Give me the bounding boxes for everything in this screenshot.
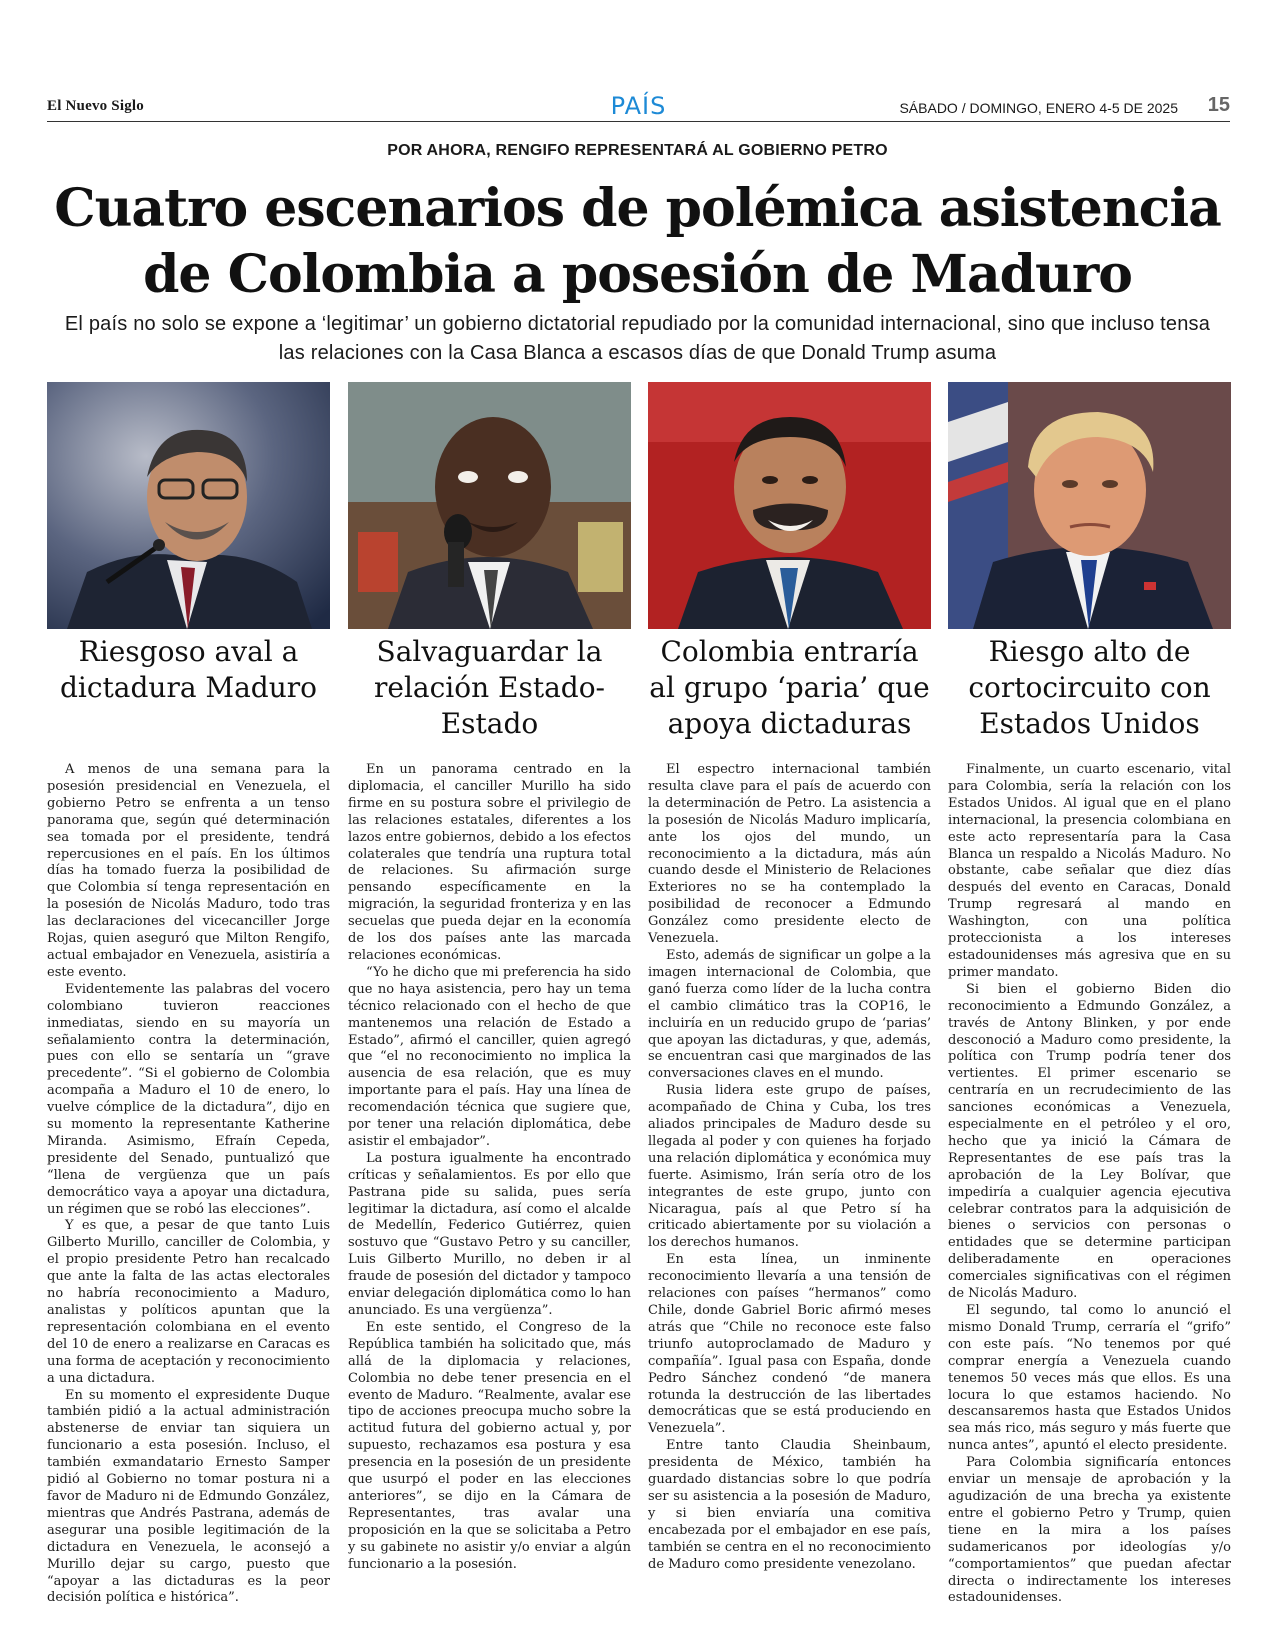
- column-body-rengifo: [348, 762, 631, 1574]
- rengifo-photo: [348, 382, 631, 629]
- paragraph: En esta línea, un inminente reconocimiento llevaría a una tensión de relaciones con países “hermanos” como Chile, donde Gabriel Boric afirmó meses atrás que “Chile no reconoce este falso triunfo autoproclamado de Maduro y compañía”. Igual pasa con España, donde Pedro Sánchez condenó “de manera rotunda la destrucción de las libertades democráticas que se está produciendo en Venezuela”.: [648, 1252, 931, 1437]
- column-body-maduro: [648, 762, 931, 1574]
- column-heading: Colombia entraría al grupo ‘paria’ que apoya dictaduras: [649, 635, 930, 740]
- paragraph: Para Colombia significaría entonces enviar un mensaje de aprobación y la agudización de una brecha ya existente entre el gobierno Petro y Trump, quien tiene en la mira a los países sudamericanos por ideologías y/o “comportamientos” que puedan afectar directa o indirectamente los intereses estadounidenses.: [948, 1455, 1231, 1606]
- kicker: POR AHORA, RENGIFO REPRESENTARÁ AL GOBIERNO PETRO: [387, 142, 888, 159]
- headline: Cuatro escenarios de polémica asistencia de Colombia a posesión de Maduro: [54, 178, 1221, 305]
- column-heading: Riesgo alto de cortocircuito con Estados Unidos: [968, 635, 1211, 740]
- paragraph: Evidentemente las palabras del vocero colombiano tuvieron reacciones inmediatas, siendo en su mayoría un señalamiento contra la determinación, pues con ello se sentaría un “grave precedente”. “Si el gobierno de Colombia acompaña a Maduro el 10 de enero, lo vuelve cómplice de la dictadura”, dijo en su momento la representante Katherine Miranda. Asimismo, Efraín Cepeda, presidente del Senado, puntualizó que “llena de vergüenza que un país democrático vaya a apoyar una dictadura, un régimen que se robó las elecciones”.: [47, 981, 330, 1217]
- petro-photo: [47, 382, 330, 629]
- section-title: PAÍS: [610, 92, 667, 120]
- subhead: El país no solo se expone a ‘legitimar’ un gobierno dictatorial repudiado por la comunidad internacional, sino que incluso tensa las relaciones con la Casa Blanca a escasos días de que Donald Trump asuma: [64, 313, 1211, 364]
- paragraph: La postura igualmente ha encontrado críticas y señalamientos. Es por ello que Pastrana pide su salida, pues sería legitimar la dictadura, así como el alcalde de Medellín, Federico Gutiérrez, quien sostuvo que “Gustavo Petro y su canciller, Luis Gilberto Murillo, no deben ir al fraude de posesión del dictador y tampoco enviar delegación diplomática como lo han anunciado. Es una vergüenza”.: [348, 1150, 631, 1318]
- page-number: 15: [1207, 94, 1230, 116]
- paragraph: Y es que, a pesar de que tanto Luis Gilberto Murillo, canciller de Colombia, y el propio presidente Petro han recalcado que ante la falta de las actas electorales no habría reconocimiento a Maduro, analistas y políticos apuntan que la representación colombiana en el evento del 10 de enero a realizarse en Caracas es una forma de aceptación y reconocimiento a una dictadura.: [47, 1218, 330, 1386]
- paragraph: Esto, además de significar un golpe a la imagen internacional de Colombia, que ganó fuerza como líder de la lucha contra el cambio climático tras la COP16, le incluiría en un reducido grupo de ‘parias’ que apoyan las dictaduras, y que, además, se encuentran casi que marginados de las conversaciones claves en el mundo.: [648, 947, 931, 1082]
- paragraph: Si bien el gobierno Biden dio reconocimiento a Edmundo González, a través de Antony Blinken, y por ende desconoció a Maduro como presidente, la política con Trump podría tener dos vertientes. El primer escenario se centraría en un recrudecimiento de las sanciones económicas a Venezuela, especialmente en el petróleo y el oro, hecho que ya inició la Cámara de Representantes de ese país tras la aprobación de la Ley Bolívar, que impediría a cualquier agencia ejecutiva celebrar contratos para la adquisición de bienes o servicios con personas o entidades que se determine participan deliberadamente en operaciones comerciales significativas con el régimen de Nicolás Maduro.: [948, 981, 1231, 1302]
- column-body-petro: [47, 762, 330, 1607]
- paragraph: “Yo he dicho que mi preferencia ha sido que no haya asistencia, pero hay un tema técnico relacionado con el hecho de que mantenemos una relación de Estado a Estado”, afirmó el canciller, quien agregó que “el no reconocimiento no implica la ausencia de esa relación, que es muy importante para el país. Hay una línea de recomendación técnica que sugiere que, por tener una relación diplomática, debe asistir el embajador”.: [348, 964, 631, 1149]
- paragraph: En un panorama centrado en la diplomacia, el canciller Murillo ha sido firme en su postura sobre el privilegio de las relaciones estatales, diferentes a los lazos entre gobiernos, debido a los efectos colaterales que tendría una ruptura total de relaciones. Su afirmación surge pensando específicamente en la migración, la seguridad fronteriza y en las secuelas que pueda dejar en la economía de los dos países ante las marcada relaciones económicas.: [348, 762, 631, 963]
- paragraph: El espectro internacional también resulta clave para el país de acuerdo con la determinación de Petro. La asistencia a la posesión de Nicolás Maduro implicaría, ante los ojos del mundo, un reconocimiento a la dictadura, más aún cuando desde el Ministerio de Relaciones Exteriores no se ha contemplado la posibilidad de reconocer a Edmundo González como presidente electo de Venezuela.: [648, 762, 931, 947]
- column-body-trump: [948, 762, 1231, 1607]
- paragraph: Rusia lidera este grupo de países, acompañado de China y Cuba, los tres aliados principales de Maduro desde su llegada al poder y con quienes ha forjado una relación diplomática y económica muy fuerte. Asimismo, Irán sería otro de los integrantes de este grupo, junto con Nicaragua, país al que Petro sí ha criticado abiertamente por su violación a los derechos humanos.: [648, 1083, 931, 1251]
- paragraph: El segundo, tal como lo anunció el mismo Donald Trump, cerraría el “grifo” con este país. “No tenemos por qué comprar energía a Venezuela cuando tenemos 50 veces más que ellos. Es una locura lo que estamos haciendo. No descansaremos hasta que Estados Unidos sea más rico, más seguro y más fuerte que nunca antes”, apuntó el electo presidente.: [948, 1303, 1231, 1454]
- paragraph: En este sentido, el Congreso de la República también ha solicitado que, más allá de la diplomacia y relaciones, Colombia no debe tener presencia en el evento de Maduro. “Realmente, avalar ese tipo de acciones preocupa mucho sobre la actitud futura del gobierno actual y, por supuesto, rechazamos esa postura y esa presencia en la posesión de un presidente que usurpó el poder en las elecciones anteriores”, se dijo en la Cámara de Representantes, tras avalar una proposición en la que se solicitaba a Petro y su gabinete no asistir y/o enviar a algún funcionario a la posesión.: [348, 1319, 631, 1572]
- paragraph: A menos de una semana para la posesión presidencial en Venezuela, el gobierno Petro se enfrenta a un tenso panorama que, según qué determinación sea tomada por el presidente, tendrá repercusiones en el país. En los últimos días ha tomado fuerza la posibilidad de que Colombia sí tenga representación en la posesión de Nicolás Maduro, todo tras las declaraciones del vicecanciller Jorge Rojas, quien aseguró que Milton Rengifo, actual embajador en Venezuela, asistiría a este evento.: [47, 762, 330, 980]
- newspaper-name: El Nuevo Siglo: [47, 98, 144, 114]
- column-heading: Salvaguardar la relación Estado-Estado: [373, 635, 606, 740]
- issue-date: SÁBADO / DOMINGO, ENERO 4-5 DE 2025: [899, 100, 1178, 116]
- maduro-photo: [648, 382, 931, 629]
- paragraph: Finalmente, un cuarto escenario, vital para Colombia, sería la relación con los Estados Unidos. Al igual que en el plano internacional, la presencia colombiana en este acto representaría para la Casa Blanca un respaldo a Nicolás Maduro. No obstante, cabe señalar que diez días después del evento en Caracas, Donald Trump regresará al mando en Washington, con una política proteccionista a los intereses estadounidenses más agresiva que en su primer mandato.: [948, 762, 1231, 980]
- trump-photo: [948, 382, 1231, 629]
- paragraph: En su momento el expresidente Duque también pidió a la actual administración abstenerse de enviar tan siquiera un funcionario a esta posesión. Incluso, el también exmandatario Ernesto Samper pidió al Gobierno no tomar postura ni a favor de Maduro ni de Edmundo González, mientras que Andrés Pastrana, además de asegurar una posible legitimación de la dictadura en Venezuela, le aconsejó a Murillo dejar su cargo, puesto que “apoyar a las dictaduras es la peor decisión política e histórica”.: [47, 1387, 330, 1606]
- masthead: [47, 92, 1230, 122]
- masthead-rule: [47, 121, 1230, 122]
- column-heading: Riesgoso aval a dictadura Maduro: [59, 635, 317, 704]
- paragraph: Entre tanto Claudia Sheinbaum, presidenta de México, también ha guardado distancias sobre lo que podría ser su asistencia a la posesión de Maduro, y si bien enviaría una comitiva encabezada por el embajador en ese país, también se centra en el no reconocimiento de Maduro como presidente venezolano.: [648, 1438, 931, 1572]
